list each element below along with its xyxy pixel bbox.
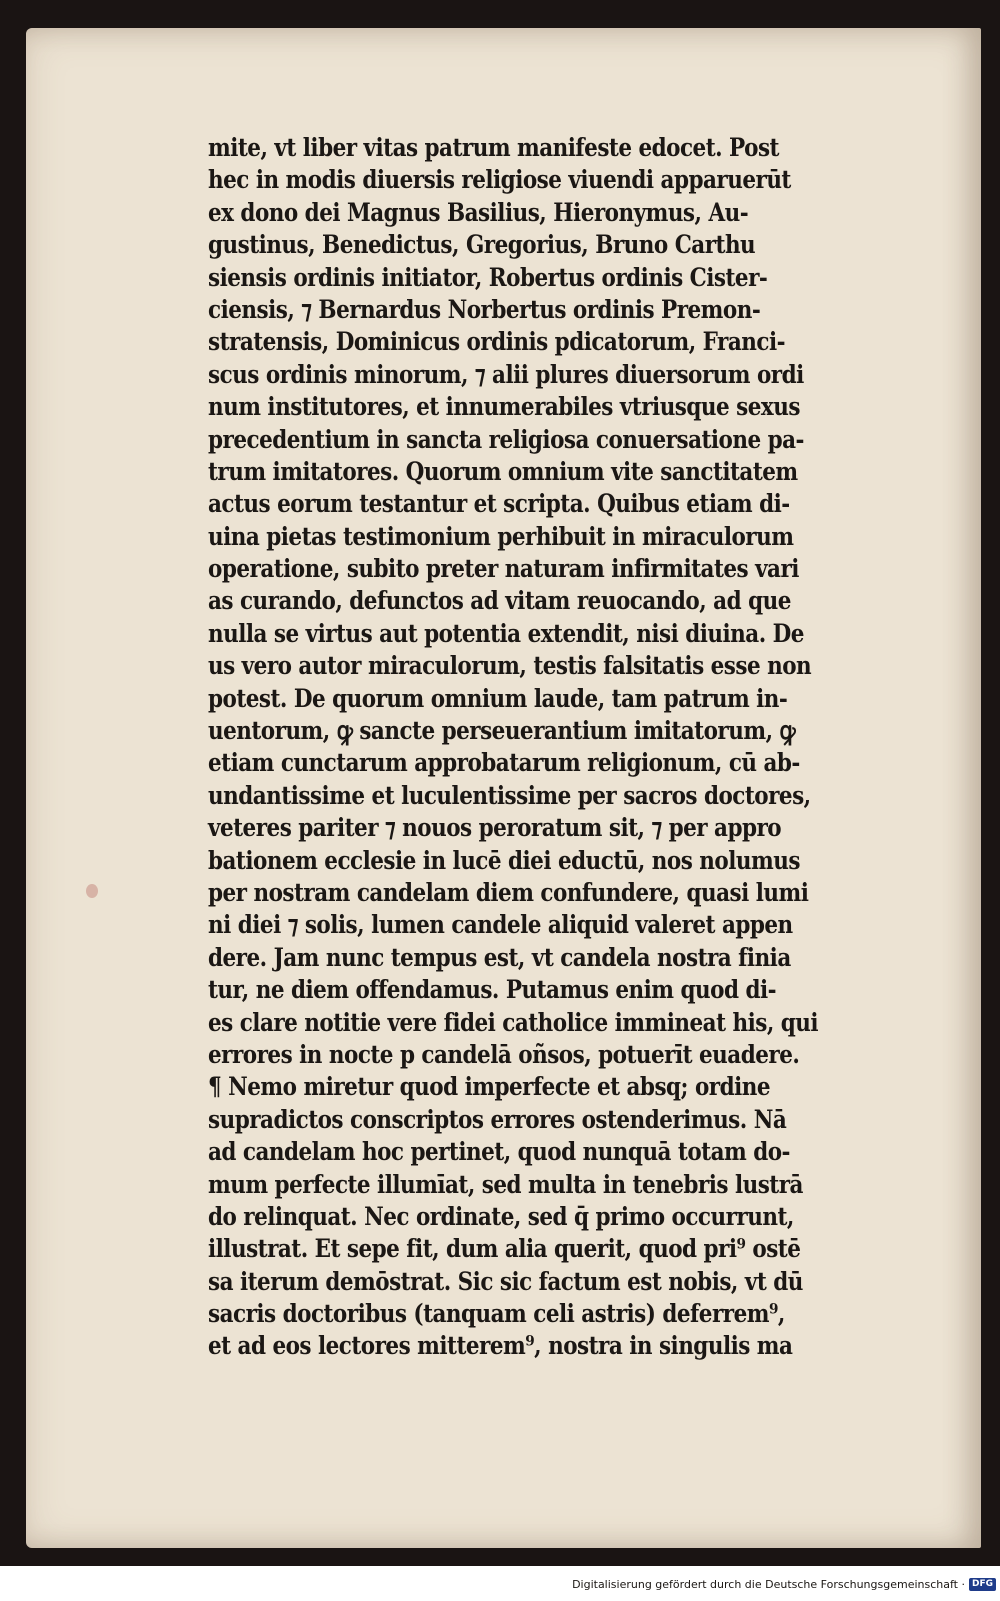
funding-credit: Digitalisierung gefördert durch die Deutsche Forschungsgemeinschaft ·	[572, 1577, 965, 1591]
text-line: ¶ Nemo miretur quod imperfecte et absq; ordine	[208, 1072, 771, 1102]
text-line: siensis ordinis initiator, Robertus ordinis Cister-	[208, 262, 768, 292]
text-line: ex dono dei Magnus Basilius, Hieronymus, Au-	[208, 197, 749, 227]
text-line: sa iterum demōstrat. Sic sic factum est nobis, vt dū	[208, 1266, 803, 1296]
text-line: errores in nocte p candelā oñsos, potuerīt euadere.	[208, 1039, 800, 1069]
text-line: uina pietas testimonium perhibuit in miraculorum	[208, 521, 794, 551]
text-line: potest. De quorum omnium laude, tam patrum in-	[208, 683, 788, 713]
text-line: hec in modis diuersis religiose viuendi apparuerūt	[208, 165, 791, 195]
text-line: precedentium in sancta religiosa conuersatione pa-	[208, 424, 804, 454]
text-line: uentorum, ꝙ sancte perseuerantium imitatorum, ꝙ	[208, 716, 796, 746]
dfg-logo: DFG	[969, 1578, 996, 1591]
text-line: ciensis, ⁊ Bernardus Norbertus ordinis Premon-	[208, 294, 761, 324]
text-line: scus ordinis minorum, ⁊ alii plures diuersorum ordi	[208, 359, 804, 389]
text-line: et ad eos lectores mitterem⁹, nostra in singulis ma	[208, 1331, 793, 1361]
text-line: gustinus, Benedictus, Gregorius, Bruno Carthu	[208, 230, 756, 260]
text-line: actus eorum testantur et scripta. Quibus etiam di-	[208, 489, 790, 519]
text-line: undantissime et luculentissime per sacros doctores,	[208, 780, 811, 810]
text-line: per nostram candelam diem confundere, quasi lumi	[208, 877, 809, 907]
text-line: us vero autor miraculorum, testis falsitatis esse non	[208, 651, 812, 681]
digitization-footer	[572, 1573, 996, 1595]
text-line: veteres pariter ⁊ nouos peroratum sit, ⁊ per appro	[208, 813, 782, 843]
text-line: mite, vt liber vitas patrum manifeste edocet. Post	[208, 133, 779, 162]
page-text-block	[208, 132, 908, 1363]
text-line: ad candelam hoc pertinet, quod nunquā totam do-	[208, 1137, 790, 1167]
text-line: do relinquat. Nec ordinate, sed q̄ primo occurrunt,	[208, 1201, 794, 1231]
text-line: mum perfecte illumīat, sed multa in tenebris lustrā	[208, 1169, 803, 1199]
text-line: illustrat. Et sepe fit, dum alia querit, quod pri⁹ ostē	[208, 1234, 801, 1264]
text-line: ni diei ⁊ solis, lumen candele aliquid valeret appen	[208, 910, 793, 940]
text-line: supradictos conscriptos errores ostenderimus. Nā	[208, 1104, 787, 1134]
page-stain	[86, 884, 98, 898]
text-line: es clare notitie vere fidei catholice immineat his, qui	[208, 1007, 819, 1037]
text-line: sacris doctoribus (tanquam celi astris) deferrem⁹,	[208, 1299, 785, 1329]
text-line: etiam cunctarum approbatarum religionum, cū ab-	[208, 748, 800, 778]
text-line: tur, ne diem offendamus. Putamus enim quod di-	[208, 975, 777, 1005]
text-line: stratensis, Dominicus ordinis pdicatorum, Franci-	[208, 327, 786, 357]
text-line: num institutores, et innumerabiles vtriusque sexus	[208, 392, 800, 422]
text-line: trum imitatores. Quorum omnium vite sanctitatem	[208, 456, 798, 486]
text-line: bationem ecclesie in lucē diei eductū, nos nolumus	[208, 845, 800, 875]
text-line: as curando, defunctos ad vitam reuocando, ad que	[208, 586, 791, 616]
text-line: nulla se virtus aut potentia extendit, nisi diuina. De	[208, 618, 804, 648]
text-line: operatione, subito preter naturam infirmitates vari	[208, 554, 799, 584]
text-line: dere. Jam nunc tempus est, vt candela nostra finia	[208, 942, 791, 972]
